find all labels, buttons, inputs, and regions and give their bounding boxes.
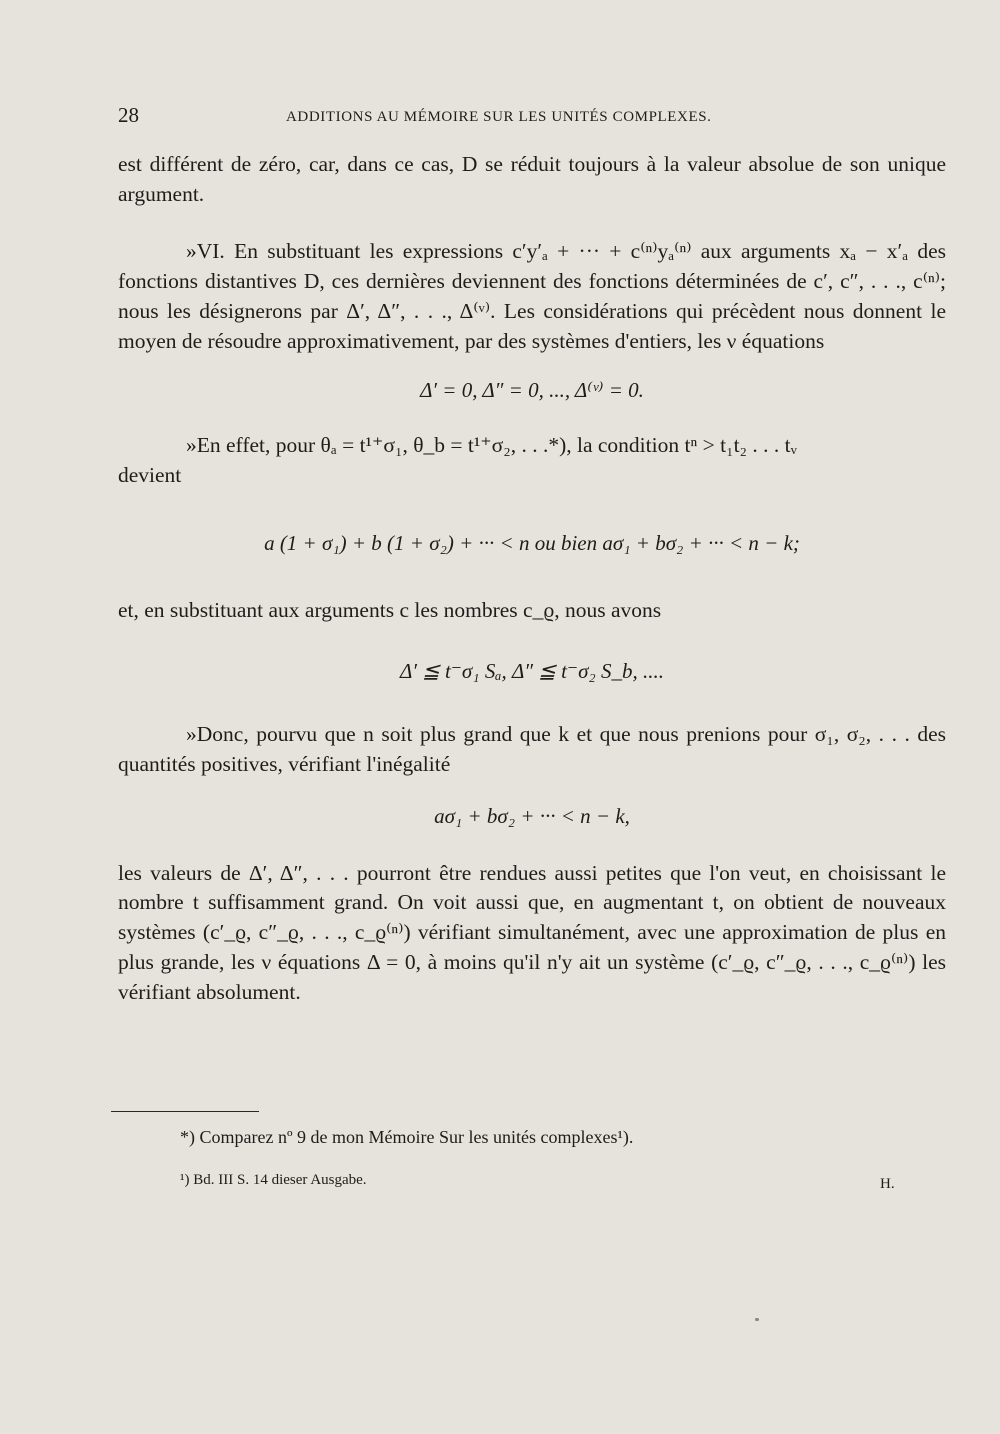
equation-3: Δ′ ≦ t⁻σ₁ Sₐ, Δ″ ≦ t⁻σ₂ S_b, .... [400, 659, 664, 684]
editor-signature: H. [880, 1176, 895, 1192]
paragraph-1: est différent de zéro, car, dans ce cas, D se réduit toujours à la valeur absolue de son unique argument. [118, 152, 946, 206]
page-header [118, 103, 948, 133]
main-text [118, 150, 946, 1007]
paragraph-4: et, en substituant aux arguments c les nombres c_ϱ, nous avons [118, 597, 662, 622]
paragraph-3-continuation: devient [118, 462, 182, 487]
page-speck [755, 1318, 759, 1321]
footnote-1: *) Comparez nº 9 de mon Mémoire Sur les unités complexes¹). [180, 1127, 634, 1147]
paragraph-6: les valeurs de Δ′, Δ″, . . . pourront être rendues aussi petites que l'on veut, en choisissant le nombre t suffisamment grand. On voit aussi que, en augmentant t, on obtient de nouveaux systèmes (c′_ϱ, c″_ϱ, . . ., c_ϱ⁽ⁿ⁾) vérifiant simultanément, avec une approximation de plus en plus grande, les ν équations Δ = 0, à moins qu'il n'y ait un système (c′_ϱ, c″_ϱ, . . ., c_ϱ⁽ⁿ⁾) les vérifiant absolument. [118, 860, 946, 1004]
equation-2: a (1 + σ₁) + b (1 + σ₂) + ··· < n ou bien aσ₁ + bσ₂ + ··· < n − k; [264, 530, 800, 555]
equation-4: aσ₁ + bσ₂ + ··· < n − k, [434, 803, 630, 828]
paragraph-3: »En effet, pour θₐ = t¹⁺σ₁, θ_b = t¹⁺σ₂, . . .*), la condition tⁿ > t₁t₂ . . . tᵥ [186, 433, 797, 458]
equation-1: Δ′ = 0, Δ″ = 0, ..., Δ⁽ᵛ⁾ = 0. [420, 378, 644, 403]
paragraph-5: »Donc, pourvu que n soit plus grand que k et que nous prenions pour σ₁, σ₂, . . . des quantités positives, vérifiant l'inégalité [118, 722, 946, 777]
footnote-2: ¹) Bd. III S. 14 dieser Ausgabe. [180, 1172, 367, 1188]
footnote-divider [111, 1111, 259, 1112]
page-number: 28 [118, 103, 139, 127]
paragraph-2: »VI. En substituant les expressions c′y′ₐ + ··· + c⁽ⁿ⁾yₐ⁽ⁿ⁾ aux arguments xₐ − x′ₐ des fonctions distantives D, ces dernières deviennent des fonctions déterminées de c′, c″, . . ., c⁽ⁿ⁾; nous les désignerons par Δ′, Δ″, . . ., Δ⁽ᵛ⁾. Les considérations qui précèdent nous donnent le moyen de résoudre approximativement, par des systèmes d'entiers, les ν équations [118, 239, 946, 353]
running-title: ADDITIONS AU MÉMOIRE SUR LES UNITÉS COMPLEXES. [286, 109, 712, 125]
